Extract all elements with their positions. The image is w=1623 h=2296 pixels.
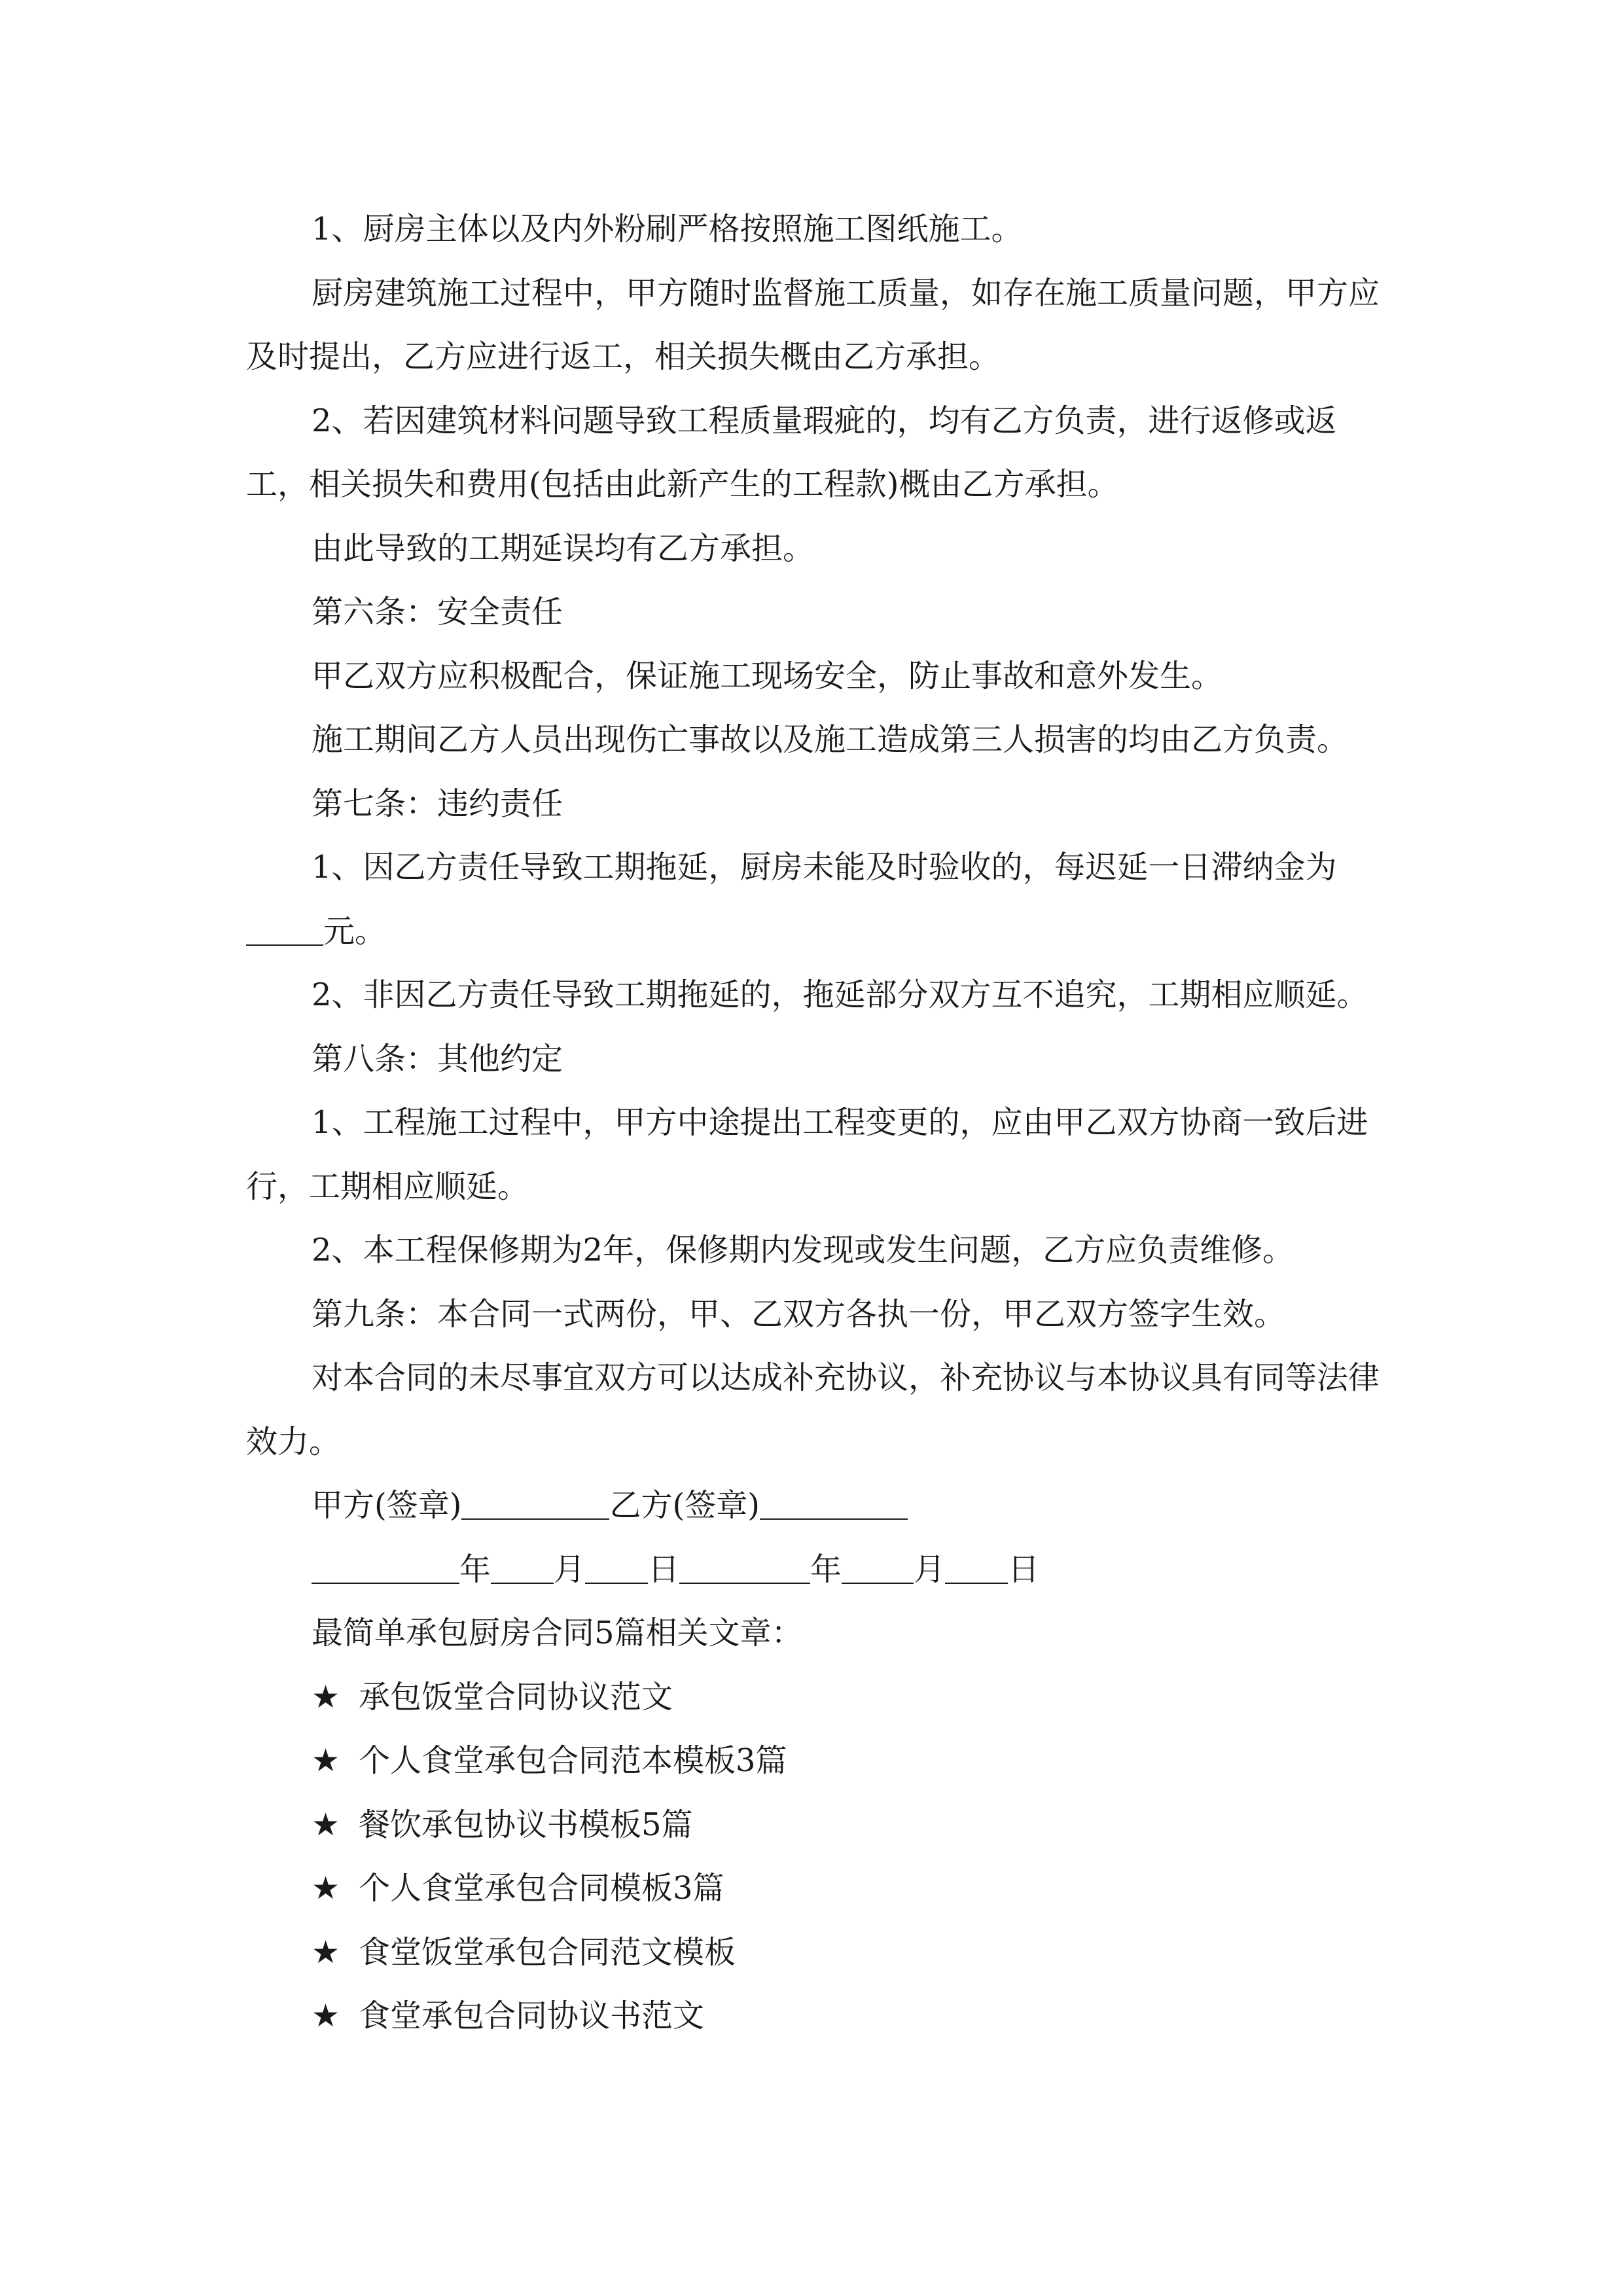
related-article-link[interactable] <box>246 1793 1385 1857</box>
article-9-heading: 第九条：本合同一式两份，甲、乙双方各执一份，甲乙双方签字生效。 <box>312 1295 1286 1333</box>
delay-responsibility-paragraph: 由此导致的工期延误均有乙方承担。 <box>312 529 815 567</box>
party-b-year-blank <box>679 1556 810 1584</box>
related-articles-heading: 最简单承包厨房合同5篇相关文章： <box>312 1615 803 1651</box>
day-label: 日 <box>648 1551 680 1588</box>
star-icon: ★ <box>312 1742 340 1779</box>
article-8-heading: 第八条：其他约定 <box>312 1040 563 1077</box>
related-article-link[interactable] <box>246 1857 1385 1921</box>
party-b-label: 乙方(签章) <box>609 1487 760 1524</box>
party-a-signature-blank <box>461 1492 609 1520</box>
related-article-title[interactable]: 食堂承包合同协议书范文 <box>359 1998 705 2034</box>
quality-supervision-paragraph: 厨房建筑施工过程中，甲方随时监督施工质量，如存在施工质量问题，甲方应及时提出，乙方应进行返工，相关损失概由乙方承担。 <box>246 274 1380 375</box>
casualty-responsibility-paragraph: 施工期间乙方人员出现伤亡事故以及施工造成第三人损害的均由乙方负责。 <box>312 721 1349 758</box>
late-fee-blank <box>246 918 323 946</box>
related-article-link[interactable] <box>246 1666 1385 1730</box>
year-label: 年 <box>459 1551 491 1588</box>
late-fee-clause: 1、因乙方责任导致工期拖延，厨房未能及时验收的，每迟延一日滞纳金为 <box>312 849 1337 886</box>
related-article-link[interactable] <box>246 1921 1385 1985</box>
article-7-heading: 第七条：违约责任 <box>312 785 563 822</box>
supplementary-agreement-paragraph: 对本合同的未尽事宜双方可以达成补充协议，补充协议与本协议具有同等法律效力。 <box>246 1359 1380 1460</box>
year-label: 年 <box>810 1551 842 1588</box>
party-a-day-blank <box>585 1556 648 1584</box>
star-icon: ★ <box>312 1870 340 1907</box>
warranty-clause: 2、本工程保修期为2年，保修期内发现或发生问题，乙方应负责维修。 <box>312 1232 1294 1268</box>
related-article-title[interactable]: 食堂饭堂承包合同范文模板 <box>359 1933 736 1971</box>
star-icon: ★ <box>312 1806 340 1843</box>
change-order-clause: 1、工程施工过程中，甲方中途提出工程变更的，应由甲乙双方协商一致后进行，工期相应顺延。 <box>246 1104 1368 1205</box>
star-icon: ★ <box>312 1933 340 1971</box>
related-article-title[interactable]: 餐饮承包协议书模板5篇 <box>359 1806 693 1843</box>
party-b-day-blank <box>945 1556 1008 1584</box>
article-6-heading: 第六条：安全责任 <box>312 594 563 630</box>
non-fault-delay-clause: 2、非因乙方责任导致工期拖延的，拖延部分双方互不追究，工期相应顺延。 <box>312 977 1368 1013</box>
related-article-title[interactable]: 个人食堂承包合同范本模板3篇 <box>359 1742 787 1779</box>
signature-line <box>246 1474 1385 1538</box>
party-a-month-blank <box>491 1556 554 1584</box>
related-article-title[interactable]: 承包饭堂合同协议范文 <box>359 1678 673 1715</box>
party-b-month-blank <box>842 1556 914 1584</box>
party-a-year-blank <box>312 1556 459 1584</box>
month-label: 月 <box>914 1551 946 1588</box>
late-fee-amount-line <box>246 900 1385 964</box>
party-b-signature-blank <box>760 1492 908 1520</box>
clause-1: 1、厨房主体以及内外粉刷严格按照施工图纸施工。 <box>312 211 1023 247</box>
month-label: 月 <box>554 1551 586 1588</box>
safety-cooperation-paragraph: 甲乙双方应积极配合，保证施工现场安全，防止事故和意外发生。 <box>312 657 1223 694</box>
related-article-link[interactable] <box>246 1729 1385 1793</box>
related-article-title[interactable]: 个人食堂承包合同模板3篇 <box>359 1870 724 1907</box>
day-label: 日 <box>1008 1551 1040 1588</box>
party-a-label: 甲方(签章) <box>312 1487 462 1524</box>
star-icon: ★ <box>312 1678 340 1715</box>
date-line <box>246 1538 1385 1602</box>
related-article-link[interactable] <box>246 1984 1385 2049</box>
star-icon: ★ <box>312 1998 340 2034</box>
clause-2: 2、若因建筑材料问题导致工程质量瑕疵的，均有乙方负责，进行返修或返工，相关损失和费用(包括由此新产生的工程款)概由乙方承担。 <box>246 402 1337 503</box>
document-body <box>246 198 1385 2049</box>
late-fee-unit: 元。 <box>323 912 387 950</box>
